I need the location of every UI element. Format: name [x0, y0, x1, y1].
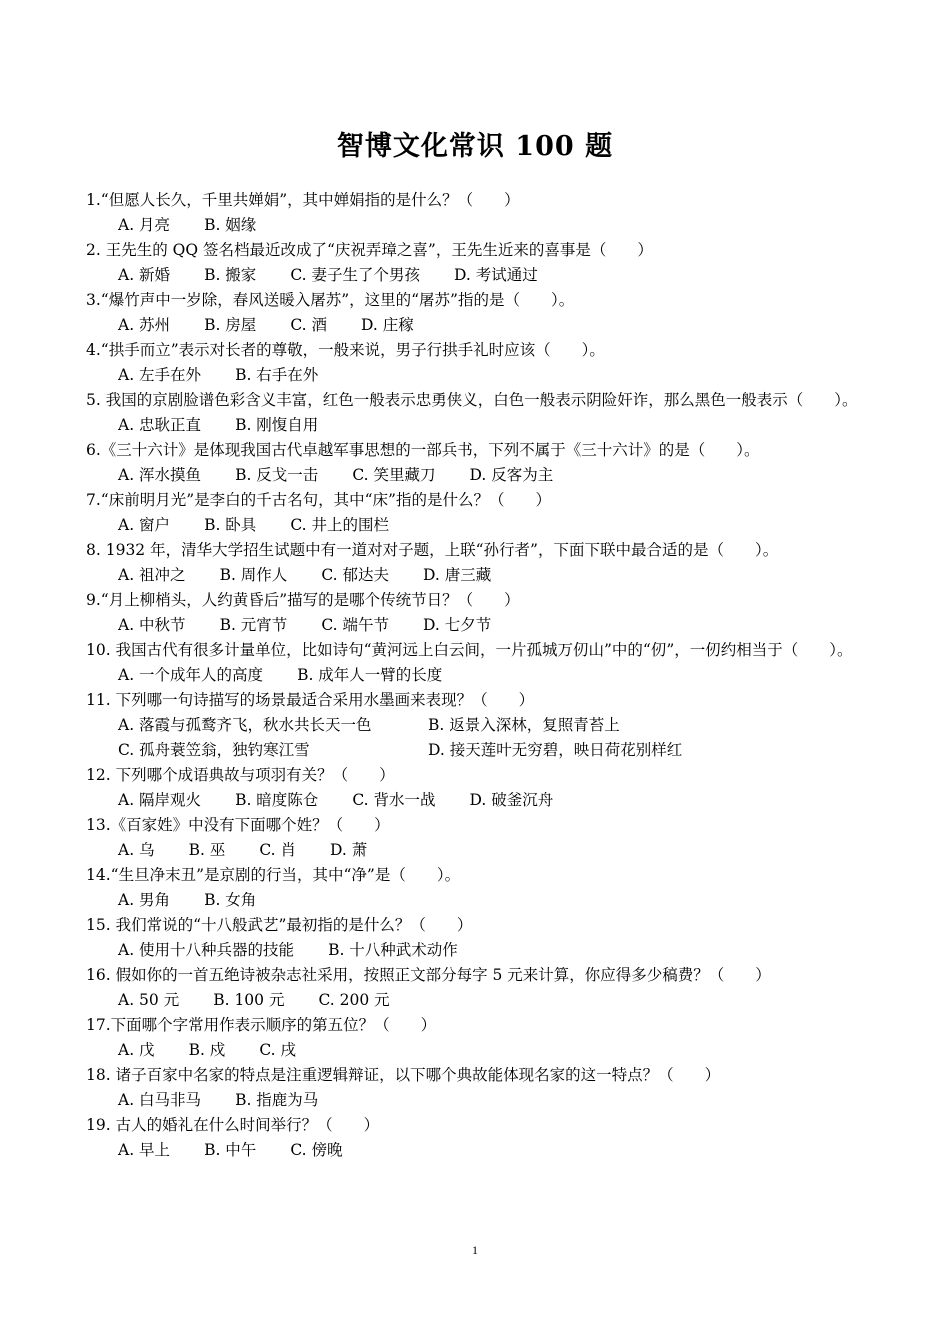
option-text: C. 妻子生了个男孩 [290, 266, 420, 284]
option-text: B. 100 元 [213, 991, 285, 1009]
option-text: A. 白马非马 [118, 1091, 202, 1109]
question-item [86, 388, 870, 438]
option-text: A. 苏州 [118, 316, 171, 334]
question-text: 19. 古人的婚礼在什么时间举行？（ ） [86, 1116, 380, 1134]
question-list [86, 188, 870, 1163]
option-text: D. 考试通过 [453, 266, 538, 284]
option-text: B. 指鹿为马 [235, 1091, 319, 1109]
option-text: A. 窗户 [118, 516, 171, 534]
question-text: 5. 我国的京剧脸谱色彩含义丰富，红色一般表示忠勇侠义，白色一般表示阴险奸诈，那么黑色一般表示（ ）。 [86, 391, 858, 409]
question-text: 6.《三十六计》是体现我国古代卓越军事思想的一部兵书，下列不属于《三十六计》的是（ ）。 [86, 441, 760, 459]
question-options [86, 663, 870, 688]
option-text: C. 傍晚 [290, 1141, 343, 1159]
question-text: 11. 下列哪一句诗描写的场景最适合采用水墨画来表现？（ ） [86, 691, 535, 709]
option-text: A. 忠耿正直 [118, 416, 202, 434]
option-text: B. 元宵节 [219, 616, 288, 634]
question-text: 18. 诸子百家中名家的特点是注重逻辑辩证，以下哪个典故能体现名家的这一特点？（ ） [86, 1066, 721, 1084]
page-number: 1 [472, 1243, 478, 1257]
option-text: D. 反客为主 [469, 466, 554, 484]
question-options [86, 313, 870, 338]
option-text: A. 新婚 [118, 266, 171, 284]
option-text: B. 巫 [188, 841, 226, 859]
question-text: 8. 1932 年，清华大学招生试题中有一道对对子题，上联“孙行者”，下面下联中最合适的是（ ）。 [86, 541, 779, 559]
option-text: B. 戍 [188, 1041, 226, 1059]
question-item [86, 863, 870, 913]
option-text: A. 乌 [118, 841, 155, 859]
question-item [86, 1113, 870, 1163]
option-text: B. 右手在外 [235, 366, 319, 384]
question-text: 17.下面哪个字常用作表示顺序的第五位？（ ） [86, 1016, 437, 1034]
option-text: D. 唐三藏 [422, 566, 492, 584]
question-options [86, 463, 870, 488]
document-title: 智博文化常识 100 题 [336, 131, 614, 162]
question-item [86, 588, 870, 638]
option-text: B. 房屋 [204, 316, 257, 334]
option-text: C. 肖 [259, 841, 296, 859]
option-text: D. 接天莲叶无穷碧，映日荷花别样红 [428, 741, 683, 759]
option-text: C. 端午节 [321, 616, 389, 634]
question-text: 2. 王先生的 QQ 签名档最近改成了“庆祝弄璋之喜”，王先生近来的喜事是（ ） [86, 241, 653, 259]
question-text: 10. 我国古代有很多计量单位，比如诗句“黄河远上白云间，一片孤城万仞山”中的“仞”，一仞约相当于（ ）。 [86, 641, 853, 659]
option-text: D. 萧 [329, 841, 368, 859]
question-text: 3.“爆竹声中一岁除，春风送暖入屠苏”，这里的“屠苏”指的是（ ）。 [86, 291, 575, 309]
option-text: B. 刚愎自用 [235, 416, 319, 434]
question-text: 7.“床前明月光”是李白的千古名句，其中“床”指的是什么？（ ） [86, 491, 551, 509]
question-item [86, 763, 870, 813]
option-text: B. 卧具 [204, 516, 257, 534]
question-item [86, 813, 870, 863]
option-text: B. 中午 [204, 1141, 257, 1159]
question-options [86, 988, 870, 1013]
option-text: C. 孤舟蓑笠翁，独钓寒江雪 [118, 741, 310, 759]
option-text: A. 戊 [118, 1041, 155, 1059]
option-text: B. 姻缘 [204, 216, 257, 234]
question-item [86, 288, 870, 338]
option-text: A. 男角 [118, 891, 171, 909]
question-text: 13.《百家姓》中没有下面哪个姓？（ ） [86, 816, 390, 834]
question-options [86, 713, 870, 763]
option-text: D. 七夕节 [422, 616, 492, 634]
question-item [86, 638, 870, 688]
option-text: D. 破釜沉舟 [469, 791, 554, 809]
option-text: A. 祖冲之 [118, 566, 186, 584]
question-item [86, 238, 870, 288]
option-text: A. 50 元 [118, 991, 180, 1009]
option-text: A. 隔岸观火 [118, 791, 202, 809]
question-options [86, 363, 870, 388]
option-text: C. 笑里藏刀 [352, 466, 436, 484]
question-item [86, 338, 870, 388]
question-options [86, 1088, 870, 1113]
question-options [86, 788, 870, 813]
question-item [86, 913, 870, 963]
question-options [86, 263, 870, 288]
question-text: 9.“月上柳梢头，人约黄昏后”描写的是哪个传统节日？（ ） [86, 591, 520, 609]
option-text: A. 落霞与孤鹜齐飞，秋水共长天一色 [118, 716, 372, 734]
question-options [86, 1038, 870, 1063]
question-text: 16. 假如你的一首五绝诗被杂志社采用，按照正文部分每字 5 元来计算，你应得多少稿费？（ ） [86, 966, 771, 984]
question-options [86, 513, 870, 538]
option-text: A. 月亮 [118, 216, 171, 234]
option-text: A. 一个成年人的高度 [118, 666, 264, 684]
question-text: 4.“拱手而立”表示对长者的尊敬，一般来说，男子行拱手礼时应该（ ）。 [86, 341, 605, 359]
option-text: B. 十八种武术动作 [328, 941, 458, 959]
option-text: D. 庄稼 [360, 316, 414, 334]
option-text: C. 郁达夫 [321, 566, 389, 584]
option-text: C. 背水一战 [352, 791, 436, 809]
option-text: B. 周作人 [219, 566, 288, 584]
question-item [86, 438, 870, 488]
question-options [86, 413, 870, 438]
option-text: B. 反戈一击 [235, 466, 319, 484]
option-text: A. 左手在外 [118, 366, 202, 384]
option-text: C. 井上的围栏 [290, 516, 389, 534]
question-text: 12. 下列哪个成语典故与项羽有关？（ ） [86, 766, 395, 784]
question-item [86, 963, 870, 1013]
question-options [86, 563, 870, 588]
question-options [86, 213, 870, 238]
option-text: B. 女角 [204, 891, 257, 909]
question-item [86, 188, 870, 238]
option-text: C. 200 元 [318, 991, 390, 1009]
option-text: C. 戌 [259, 1041, 296, 1059]
question-options [86, 838, 870, 863]
option-text: C. 酒 [290, 316, 327, 334]
question-options [86, 888, 870, 913]
question-item [86, 1063, 870, 1113]
question-item [86, 1013, 870, 1063]
question-options [86, 938, 870, 963]
option-text: A. 早上 [118, 1141, 171, 1159]
option-text: B. 搬家 [204, 266, 257, 284]
question-text: 15. 我们常说的“十八般武艺”最初指的是什么？（ ） [86, 916, 473, 934]
option-text: B. 暗度陈仓 [235, 791, 319, 809]
question-item [86, 488, 870, 538]
question-item [86, 688, 870, 763]
question-text: 1.“但愿人长久，千里共婵娟”，其中婵娟指的是什么？（ ） [86, 191, 520, 209]
question-item [86, 538, 870, 588]
question-options [86, 613, 870, 638]
option-text: B. 返景入深林，复照青苔上 [428, 716, 620, 734]
option-text: A. 使用十八种兵器的技能 [118, 941, 295, 959]
option-text: A. 中秋节 [118, 616, 186, 634]
question-options [86, 1138, 870, 1163]
option-text: A. 浑水摸鱼 [118, 466, 202, 484]
option-text: B. 成年人一臂的长度 [297, 666, 443, 684]
question-text: 14.“生旦净末丑”是京剧的行当，其中“净”是（ ）。 [86, 866, 461, 884]
